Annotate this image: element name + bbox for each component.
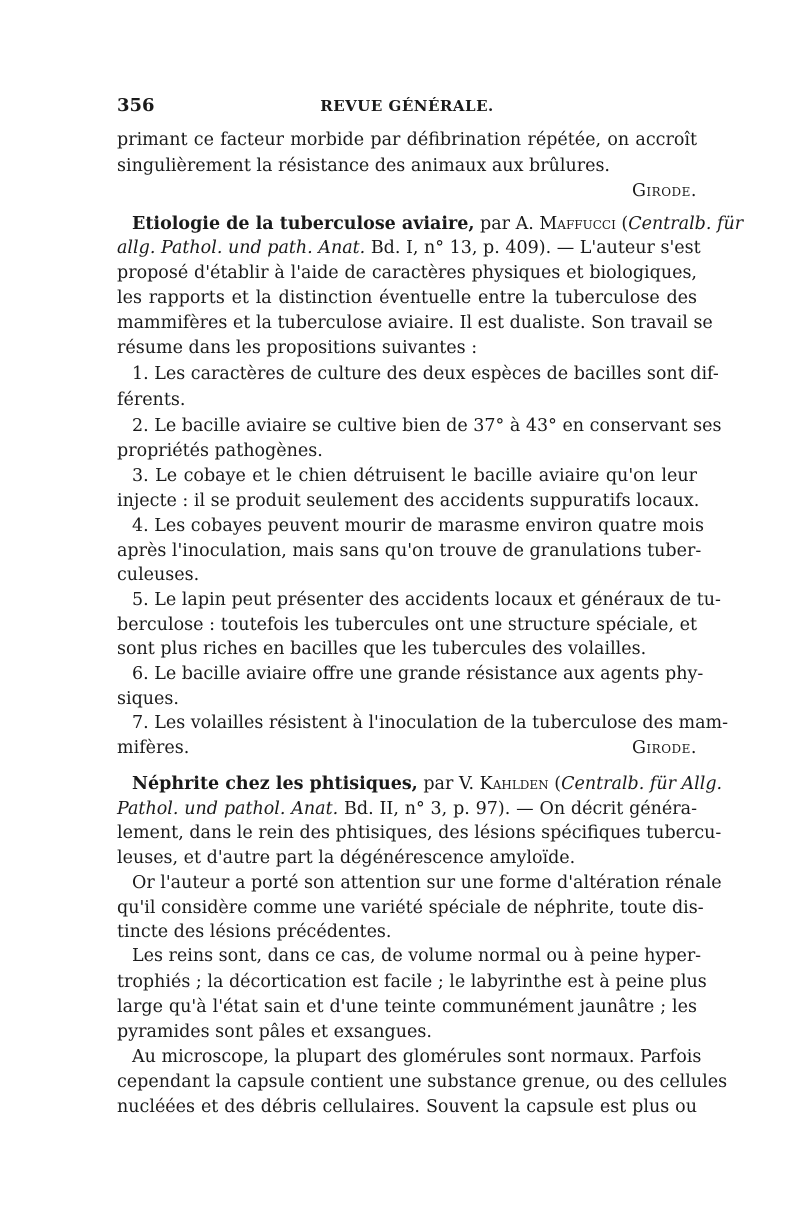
text-line: tincte des lésions précédentes. <box>117 922 392 942</box>
running-head <box>117 95 697 121</box>
text-line: Au microscope, la plupart des glomérules sont normaux. Parfois <box>132 1047 702 1067</box>
paren: ( <box>548 774 562 794</box>
journal-citation: allg. Pathol. und path. Anat. <box>117 238 366 258</box>
list-item: 7. Les volailles résistent à l'inoculation de la tuberculose des mam- <box>132 713 729 733</box>
list-item: 1. Les caractères de culture des deux espèces de bacilles sont dif- <box>132 364 719 384</box>
article-author: Kahlden <box>479 774 549 794</box>
text-line: mammifères et la tuberculose aviaire. Il est dualiste. Son travail se <box>117 313 713 333</box>
text-line: férents. <box>117 390 186 410</box>
list-item: 3. Le cobaye et le chien détruisent le bacille aviaire qu'on leur <box>132 466 697 486</box>
text-line: Les reins sont, dans ce cas, de volume normal ou à peine hyper- <box>132 946 702 966</box>
article-heading-line <box>132 772 723 796</box>
citation-line <box>117 797 697 821</box>
text-line: singulièrement la résistance des animaux aux brûlures. <box>117 156 610 176</box>
text-line: siques. <box>117 689 179 709</box>
journal-citation: Centralb. für Allg. <box>561 774 723 794</box>
journal-citation: Pathol. und pathol. Anat. <box>117 799 339 819</box>
list-item: 5. Le lapin peut présenter des accidents locaux et généraux de tu- <box>132 590 721 610</box>
text-line: nucléées et des débris cellulaires. Souvent la capsule est plus ou <box>117 1097 697 1117</box>
text-line: cependant la capsule contient une substance grenue, ou des cellules <box>117 1072 728 1092</box>
text-line: leuses, et d'autre part la dégénérescence amyloïde. <box>117 848 576 868</box>
article-title: Néphrite chez les phtisiques, <box>132 774 418 794</box>
list-item: 4. Les cobayes peuvent mourir de marasme environ quatre mois <box>132 516 704 536</box>
text-line: sont plus riches en bacilles que les tubercules des volailles. <box>117 639 647 659</box>
text-line: mifères. <box>117 738 190 758</box>
text-line: Or l'auteur a porté son attention sur une forme d'altération rénale <box>132 873 722 893</box>
text-line: après l'inoculation, mais sans qu'on trouve de granulations tuber- <box>117 541 702 561</box>
text-line: pyramides sont pâles et exsangues. <box>117 1022 432 1042</box>
citation-details: Bd. I, n° 13, p. 409). — L'auteur s'est <box>365 238 701 258</box>
journal-citation: Centralb. für <box>628 214 744 234</box>
byline: par A. <box>474 214 540 234</box>
list-item: 2. Le bacille aviaire se cultive bien de 37° à 43° en conservant ses <box>132 416 722 436</box>
citation-details: Bd. II, n° 3, p. 97). — On décrit généra- <box>338 799 697 819</box>
citation-line <box>117 236 701 260</box>
text-line: résume dans les propositions suivantes : <box>117 338 478 358</box>
text-line: propriétés pathogènes. <box>117 441 323 461</box>
page-number: 356 <box>117 95 155 116</box>
article-author: Maffucci <box>539 214 616 234</box>
text-line: les rapports et la distinction éventuelle entre la tuberculose des <box>117 288 697 308</box>
article-title: Etiologie de la tuberculose aviaire, <box>132 214 475 234</box>
text-line: trophiés ; la décortication est facile ; le labyrinthe est à peine plus <box>117 972 707 992</box>
paren: ( <box>615 214 629 234</box>
text-line: lement, dans le rein des phtisiques, des lésions spécifiques tubercu- <box>117 823 722 843</box>
text-line: berculose : toutefois les tubercules ont une structure spéciale, et <box>117 615 697 635</box>
text-line: culeuses. <box>117 565 200 585</box>
journal-title: REVUE GÉNÉRALE. <box>320 97 494 115</box>
text-line: proposé d'établir à l'aide de caractères physiques et biologiques, <box>117 263 697 283</box>
list-item: 6. Le bacille aviaire offre une grande résistance aux agents phy- <box>132 664 704 684</box>
article-heading-line <box>132 212 744 236</box>
byline: par V. <box>417 774 480 794</box>
text-line: large qu'à l'état sain et d'une teinte communément jaunâtre ; les <box>117 997 697 1017</box>
text-line: primant ce facteur morbide par défibrination répétée, on accroît <box>117 130 697 150</box>
text-line: qu'il considère comme une variété spéciale de néphrite, toute dis- <box>117 898 704 918</box>
signature: Girode. <box>631 738 697 758</box>
signature: Girode. <box>631 181 697 201</box>
text-line: injecte : il se produit seulement des accidents suppuratifs locaux. <box>117 491 700 511</box>
